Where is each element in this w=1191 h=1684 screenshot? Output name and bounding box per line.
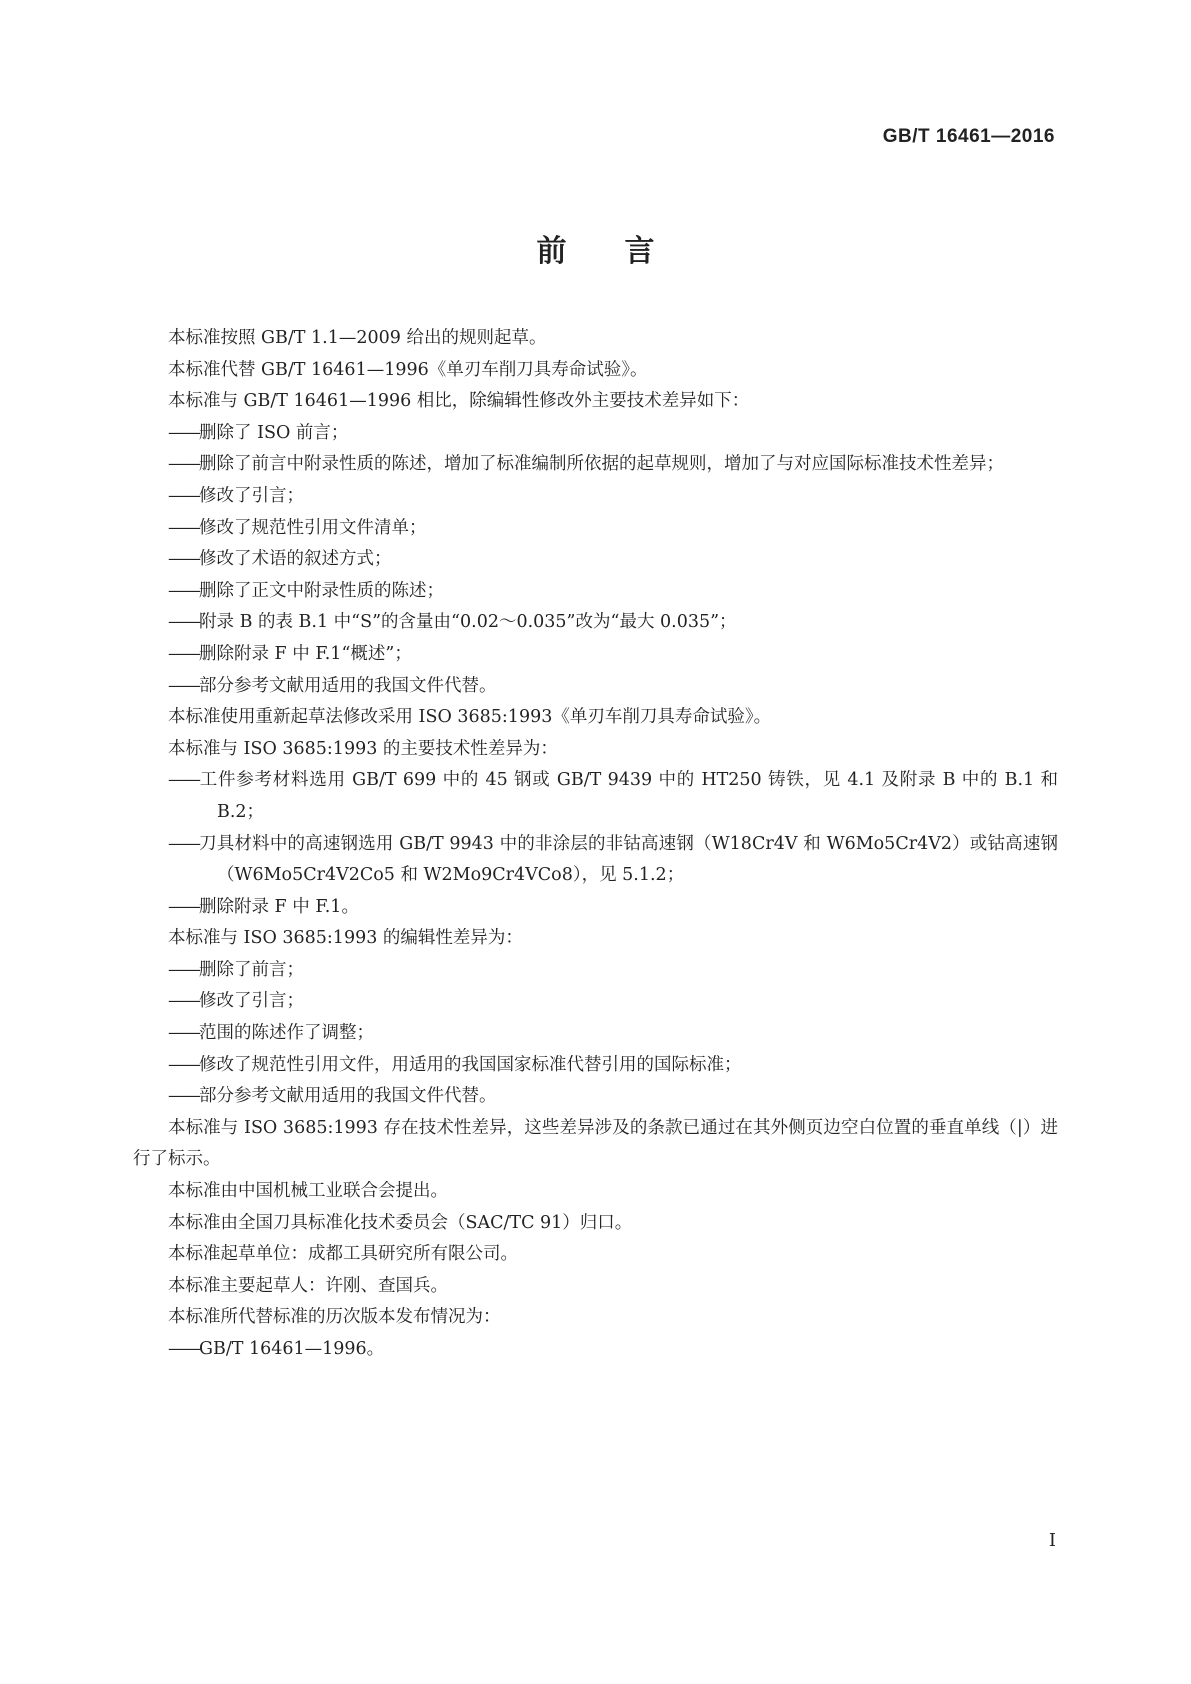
dash-list-item: —— 范围的陈述作了调整； bbox=[133, 1018, 1058, 1050]
foreword-body bbox=[133, 323, 1058, 1366]
dash-list-item: —— 删除了前言； bbox=[133, 955, 1058, 987]
paragraph: 本标准由中国机械工业联合会提出。 bbox=[168, 1181, 448, 1202]
dash-list-item: —— 修改了引言； bbox=[133, 481, 1058, 513]
paragraph: 本标准与 ISO 3685:1993 的编辑性差异为： bbox=[168, 928, 523, 949]
dash-list-item: —— 修改了引言； bbox=[133, 986, 1058, 1018]
dash-list-item: —— 删除了正文中附录性质的陈述； bbox=[133, 576, 1058, 608]
paragraph: 本标准由全国刀具标准化技术委员会（SAC/TC 91）归口。 bbox=[168, 1212, 633, 1233]
paragraph: 本标准所代替标准的历次版本发布情况为： bbox=[168, 1307, 501, 1328]
standard-code: GB/T 16461—2016 bbox=[882, 126, 1055, 147]
dash-list-item: —— 删除了前言中附录性质的陈述，增加了标准编制所依据的起草规则，增加了与对应国际标准技术性差异； bbox=[133, 449, 1058, 481]
dash-list-item: —— 删除附录 F 中 F.1。 bbox=[133, 892, 1058, 924]
paragraph: 本标准主要起草人：许刚、查国兵。 bbox=[168, 1275, 448, 1296]
dash-list-item: —— 部分参考文献用适用的我国文件代替。 bbox=[133, 671, 1058, 703]
paragraph: 本标准与 ISO 3685:1993 的主要技术性差异为： bbox=[168, 738, 558, 759]
dash-list-item: —— 工件参考材料选用 GB/T 699 中的 45 钢或 GB/T 9439 中的 HT250 铸铁，见 4.1 及附录 B 中的 B.1 和 B.2； bbox=[133, 765, 1058, 828]
paragraph: 本标准起草单位：成都工具研究所有限公司。 bbox=[168, 1244, 518, 1265]
dash-list-item: —— 附录 B 的表 B.1 中“S”的含量由“0.02～0.035”改为“最大 0.035”； bbox=[133, 607, 1058, 639]
dash-list-item: —— 刀具材料中的高速钢选用 GB/T 9943 中的非涂层的非钴高速钢（W18Cr4V 和 W6Mo5Cr4V2）或钴高速钢（W6Mo5Cr4V2Co5 和 W2Mo9Cr4VCo8），见 5.1.2； bbox=[133, 829, 1058, 892]
dash-list-item: —— 删除了 ISO 前言； bbox=[133, 418, 1058, 450]
paragraph: 本标准使用重新起草法修改采用 ISO 3685:1993《单刃车削刀具寿命试验》。 bbox=[168, 707, 772, 728]
paragraph: 本标准按照 GB/T 1.1—2009 给出的规则起草。 bbox=[168, 328, 547, 348]
dash-list-item: —— GB/T 16461—1996。 bbox=[133, 1334, 1058, 1366]
dash-list-item: —— 修改了规范性引用文件，用适用的我国国家标准代替引用的国际标准； bbox=[133, 1050, 1058, 1082]
dash-list-item: —— 修改了规范性引用文件清单； bbox=[133, 513, 1058, 545]
paragraph: 本标准与 GB/T 16461—1996 相比，除编辑性修改外主要技术差异如下： bbox=[168, 391, 750, 412]
page-title: 前言 bbox=[536, 234, 713, 269]
paragraph: 本标准与 ISO 3685:1993 存在技术性差异，这些差异涉及的条款已通过在其外侧页边空白位置的垂直单线（|）进行了标示。 bbox=[133, 1117, 1058, 1170]
dash-list-item: —— 删除附录 F 中 F.1“概述”； bbox=[133, 639, 1058, 671]
dash-list-item: —— 修改了术语的叙述方式； bbox=[133, 544, 1058, 576]
dash-list-item: —— 部分参考文献用适用的我国文件代替。 bbox=[133, 1081, 1058, 1113]
page-number: I bbox=[1048, 1530, 1056, 1551]
paragraph: 本标准代替 GB/T 16461—1996《单刃车削刀具寿命试验》。 bbox=[168, 359, 648, 380]
